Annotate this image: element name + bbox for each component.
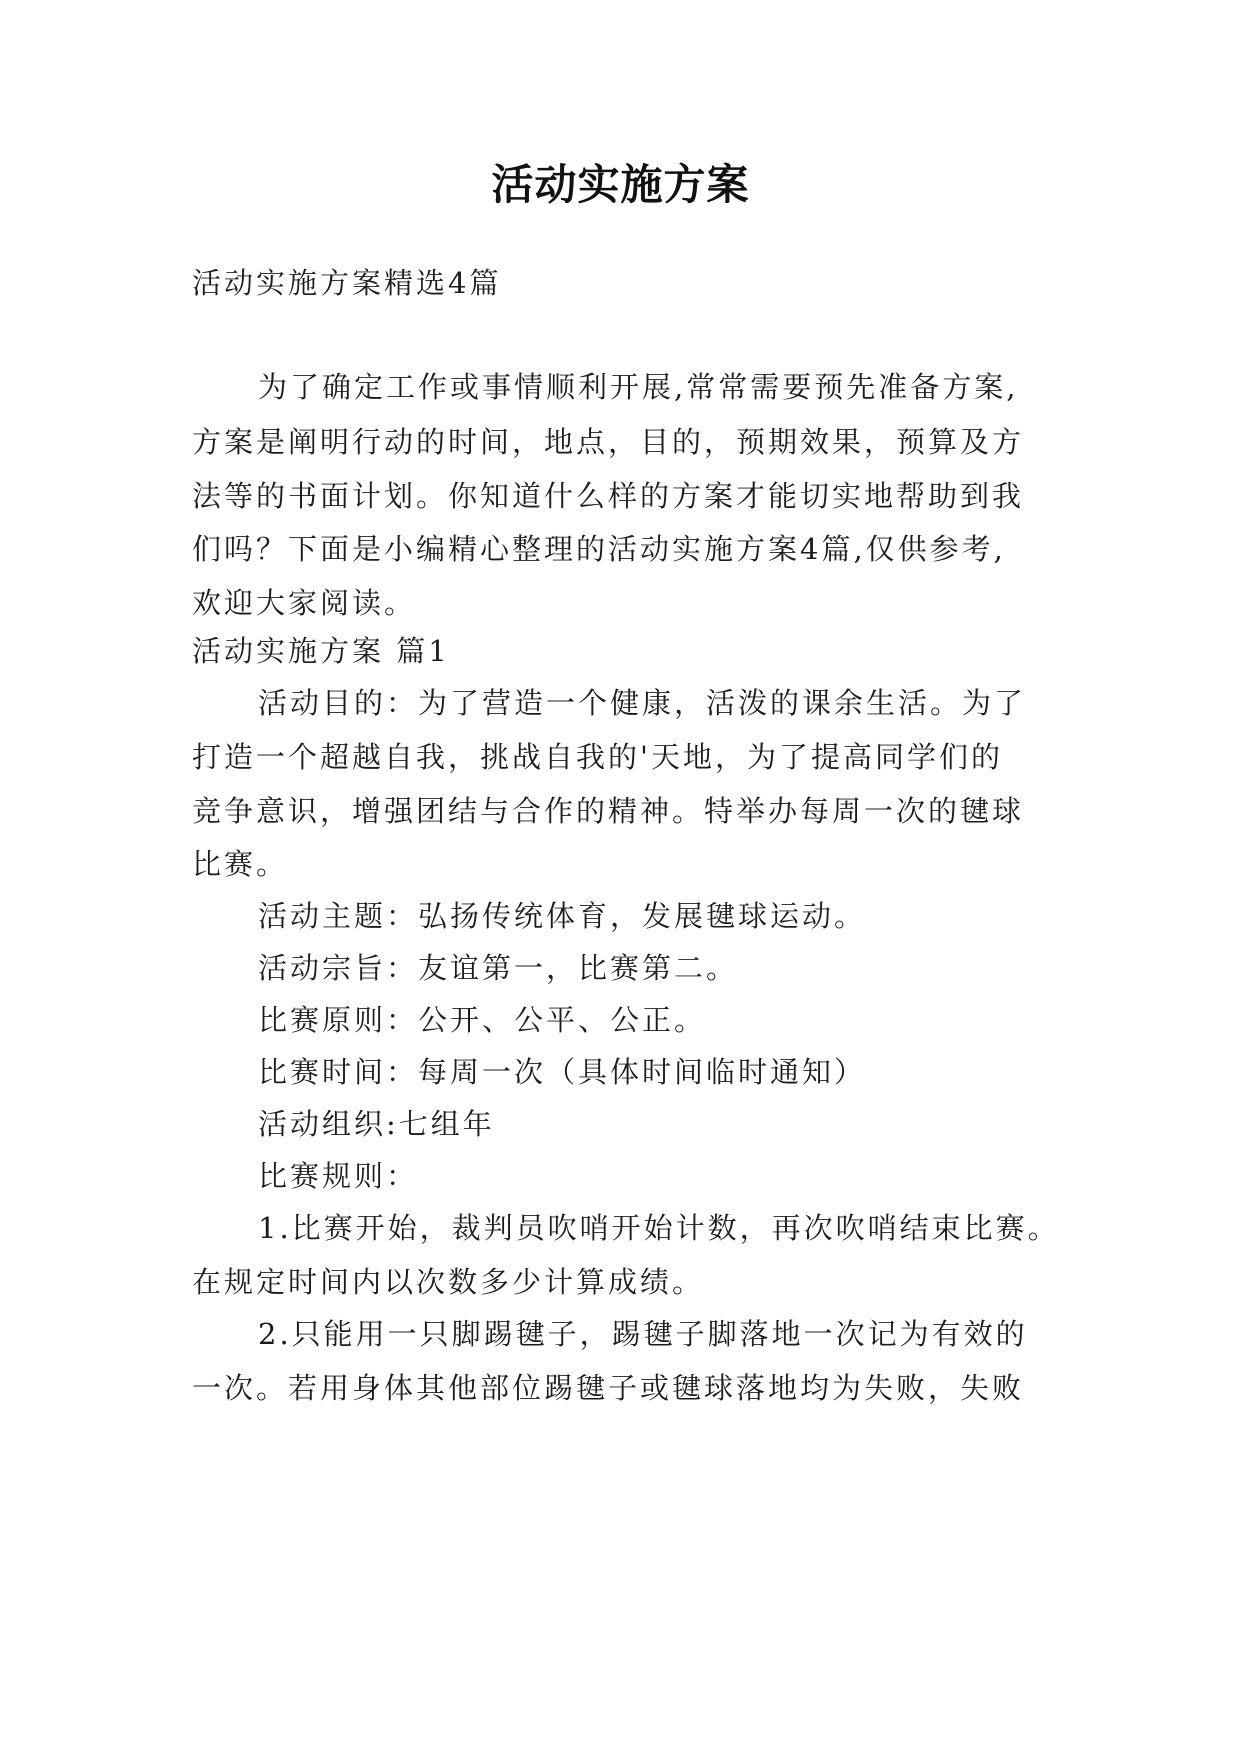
section-heading: 活动实施方案 篇1 [192, 634, 450, 668]
document-title: 活动实施方案 [491, 160, 750, 209]
paragraph-line: 活动主题：弘扬传统体育，发展毽球运动。 [258, 899, 867, 933]
paragraph-line: 2.只能用一只脚踢毽子，踢毽子脚落地一次记为有效的 [258, 1317, 1028, 1351]
paragraph-line: 比赛原则：公开、公平、公正。 [258, 1003, 707, 1037]
paragraph-line: 活动组织:七组年 [258, 1107, 495, 1141]
paragraph-line: 在规定时间内以次数多少计算成绩。 [192, 1265, 705, 1299]
paragraph-line: 法等的书面计划。你知道什么样的方案才能切实地帮助到我 [192, 479, 1025, 513]
paragraph-line: 1.比赛开始，裁判员吹哨开始计数，再次吹哨结束比赛。 [258, 1211, 1060, 1245]
paragraph-line: 一次。若用身体其他部位踢毽子或毽球落地均为失败，失败 [192, 1371, 1025, 1405]
paragraph-line: 比赛。 [192, 847, 289, 881]
paragraph-line: 比赛时间：每周一次（具体时间临时通知） [258, 1055, 867, 1089]
paragraph-line: 们吗？下面是小编精心整理的活动实施方案4篇,仅供参考, [192, 532, 1006, 566]
document-subtitle: 活动实施方案精选4篇 [192, 266, 502, 300]
paragraph-line: 活动宗旨：友谊第一，比赛第二。 [258, 951, 739, 985]
paragraph-line: 比赛规则： [258, 1159, 419, 1193]
paragraph-line: 活动目的：为了营造一个健康，活泼的课余生活。为了 [258, 686, 1027, 720]
paragraph-line: 方案是阐明行动的时间，地点，目的，预期效果，预算及方 [192, 425, 1025, 459]
paragraph-line: 为了确定工作或事情顺利开展,常常需要预先准备方案, [258, 370, 1019, 404]
paragraph-line: 欢迎大家阅读。 [192, 586, 417, 620]
paragraph-line: 打造一个超越自我，挑战自我的'天地，为了提高同学们的 [192, 740, 1003, 774]
paragraph-line: 竞争意识，增强团结与合作的精神。特举办每周一次的毽球 [192, 794, 1025, 828]
